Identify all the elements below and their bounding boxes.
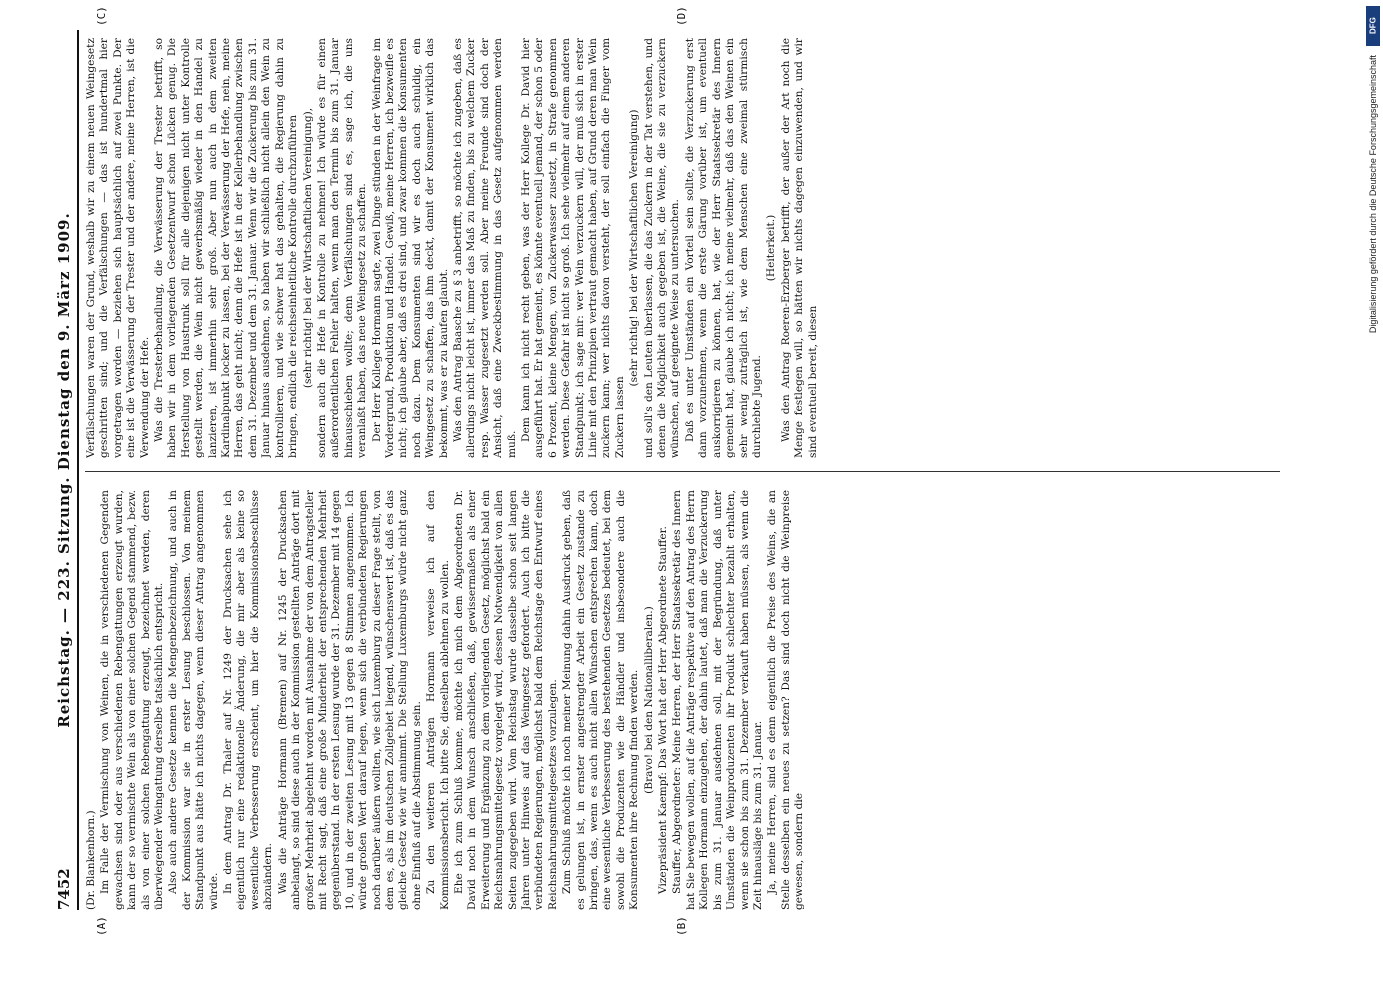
paragraph: In dem Antrag Dr. Thaler auf Nr. 1249 der Drucksachen sehe ich eigentlich nur eine redaktionelle Änderung, die mir aber als keine so wesentliche Verbesserung erscheint, um hier die Kommissionsbeschlüsse abzuändern. [222,490,275,910]
paragraph: Im Falle der Vermischung von Weinen, die in verschiedenen Gegenden gewachsen sind oder aus verschiedenen Rebengattungen erzeugt wurden, kann der so vermischte Wein als von einer solchen Gegend stammend, bezw. als von einer solchen Rebengattung erzeugt, bezeichnet werden, deren überwiegender Weingattung derselbe tatsächlich entspricht. [99,490,166,910]
paragraph: und soll's den Leuten überlassen, die das Zuckern in der Tat verstehen, und denen die Möglichkeit auch gegeben ist, die Weine, die sie zu verzuckern wünschen, auf geeignete Weise zu untersuchen. [642,38,682,458]
paragraph: (Dr. Blankenhorn.) [85,810,97,910]
paragraph: Was den Antrag Roeren-Erzberger betrifft, der außer der Art noch die Menge festlegen will, so hätten wir nichts dagegen einzuwenden, und wir sind eventuell bereit, diesen [779,38,819,458]
paragraph: (sehr richtig! bei der Wirtschaftlichen Vereinigung), [301,107,314,389]
margin-letter-c: (C) [95,6,108,26]
margin-letter-d: (D) [675,6,688,26]
margin-letter-b: (B) [675,916,688,936]
left-column [85,490,1285,910]
paragraph: Was die Anträge Hormann (Bremen) auf Nr. 1245 der Drucksachen anbelangt, so sind diese auch in der Kommission gestellten Anträge dort mit großer Mehrheit abgelehnt worden mit Ausnahme der von dem Antragsteller mit Recht sagt, daß eine große Minderheit der entsprechenden Mehrheit gegenüberstand. In der ersten Lesung wurde der 31. Dezember mit 14 gegen 10, und in der zweiten Lesung mit 13 gegen 8 Stimmen angenommen. Ich würde großen Wert darauf legen, wenn sich die verbündeten Regierungen noch darüber äußern wollten, wie sich Luxemburg zu dieser Frage stellt, von dem es, als im deutschen Zollgebiet liegend, wünschenswert ist, daß es das gleiche Gesetz wie wir annimmt. Die Stellung Luxemburgs würde nicht ganz ohne Einfluß auf die Abstimmung sein. [276,490,423,910]
digitization-credit: Digitalisierung gefördert durch die Deutsche Forschungsgemeinschaft [1368,55,1378,334]
paragraph: (sehr richtig! bei der Wirtschaftlichen Vereinigung) [628,109,641,387]
margin-letter-a: (A) [95,916,108,936]
page-number: 7452 [55,868,73,910]
paragraph: Vizepräsident Kaempf: Das Wort hat der Herr Abgeordnete Stauffer. [657,526,670,894]
dfg-logo: DFG [1366,6,1380,46]
paragraph: Stauffer, Abgeordneter: Meine Herren, der Herr Staatssekretär des Innern hat Sie bewegen wollen, auf die Anträge respektive auf den Antrag des Herrn Kollegen Hormann einzugehen, der dahin lautet, daß man die Verzuckerung bis zum 31. Januar ausdehnen soll, mit der Begründung, daß unter Umständen die Weinproduzenten ihr Produkt schlechter bezahlt erhalten, wenn sie schon bis zum 31. Dezember verkauft haben müssen, als wenn die Zeit hinausläge bis zum 31. Januar. [671,490,764,910]
paragraph: (Heiterkeit.) [765,214,778,282]
paragraph: Was die Tresterbehandlung, die Verwässerung der Trester betrifft, so haben wir in dem vorliegenden Gesetzentwurf schon Lücken genug. Die Herstellung von Haustrunk soll für alle diejenigen nicht unter Kontrolle gestellt werden, die Wein nicht gewerbsmäßig wieder in den Handel zu lanzieren, ist immerhin sehr groß. Aber nun auch in dem zweiten Kardinalpunkt locker zu lassen, bei der Verwässerung der Hefe, nein, meine Herren, das geht nicht; denn die Hefe ist in der Kellerbehandlung zwischen dem 31. Dezember und dem 31. Januar. Wenn wir die Zuckerung bis zum 31. Januar hinaus ausdehnen, so haben wir schließlich nicht allein den Wein zu kontrollieren, und wie schwer hat das gehalten, die Regierung dahin zu bringen, endlich die reichseinheitliche Kontrolle durchzuführen [153,38,300,458]
paragraph: Ja, meine Herren, sind es denn eigentlich die Preise des Weins, die an Stelle desselben ein neues zu setzen? Das sind doch nicht die Weinpreise gewesen, sondern die [766,490,806,910]
paragraph: Verfälschungen waren der Grund, weshalb wir zu einem neuen Weingesetz geschritten sind; und die Verfälschungen — das ist hundertmal hier vorgetragen worden — beziehen sich hauptsächlich auf zwei Punkte. Der eine ist die Verwässerung der Trester und der andere, meine Herren, ist die Verwendung der Hefe. [85,38,151,458]
page-header [55,30,79,910]
paragraph: Ehe ich zum Schluß komme, möchte ich mich dem Abgeordneten Dr. David noch in dem Wunsch anschließen, daß, gewissermaßen als einer Erweiterung und Ergänzung zu dem vorliegenden Gesetz, möglichst bald ein Reichsnahrungsmittelgesetz vorgelegt wird, dessen Notwendigkeit von allen Seiten zugegeben wird. Vom Reichstag wurde dasselbe schon seit langen Jahren unter Hinweis auf das Weingesetz gefordert. Auch ich bitte die verbündeten Regierungen, möglichst bald dem Reichstage den Entwurf eines Reichsnahrungsmittelgesetzes vorzulegen. [452,490,559,910]
paragraph: Was den Antrag Baasche zu § 3 anbetrifft, so möchte ich zugeben, daß es allerdings nicht leicht ist, immer das Maß zu finden, bis zu welchem Zucker resp. Wasser zugesetzt werden soll. Aber meine Freunde sind doch der Ansicht, daß eine Zweckbestimmung in das Gesetz aufgenommen werden muß. [451,38,518,458]
paragraph: Dem kann ich nicht recht geben, was der Herr Kollege Dr. David hier ausgeführt hat. Er hat gemeint, es könnte eventuell jemand, der schon 5 oder 6 Prozent, kleine Mengen, von Zuckerwasser zusetzt, in Strafe genommen werden. Diese Gefahr ist nicht so groß. Ich sehe vielmehr auf einem anderen Standpunkt; ich sage mir: wer Wein verzuckern will, der muß sich in erster Linie mit den Prinzipien vertraut gemacht haben, auf Grund deren man Wein zuckern kann; wer nichts davon versteht, der soll einfach die Finger vom Zuckern lassen [520,38,626,458]
column-divider [85,471,1280,472]
paragraph: Zu den weiteren Anträgen Hormann verweise ich auf den Kommissionsbericht. Ich bitte Sie, dieselben ablehnen zu wollen. [425,490,451,910]
paragraph: Zum Schluß möchte ich noch meiner Meinung dahin Ausdruck geben, daß es gelungen ist, in ernster angestrengter Arbeit ein Gesetz zustande zu bringen, das, wenn es auch nicht allen Wünschen entsprechen kann, doch eine wesentliche Verbesserung des bestehenden Gesetzes bedeutet, bei dem sowohl die Produzenten wie die Händler und insbesondere auch die Konsumenten ihre Rechnung finden werden. [561,490,641,910]
paragraph: (Bravo! bei den Nationalliberalen.) [642,606,655,794]
page-title: Reichstag. — 223. Sitzung. Dienstag den 9. März 1909. [55,212,73,728]
paragraph: Daß es unter Umständen ein Vorteil sein sollte, die Verzuckerung erst dann vorzunehmen, wenn die erste Gärung vorüber ist, um eventuell auskorrigieren zu können, hat, wie der Herr Staatssekretär des Innern gemeint hat, glaube ich nicht; ich meine vielmehr, daß das den Weinen ein sehr wenig zuträglich ist, wie dem Menschen eine zweimal stürmisch durchlebte Jugend. [683,38,763,458]
paragraph: Also auch andere Gesetze kennen die Mengenbezeichnung, und auch in der Kommission war sie in erster Lesung beschlossen. Von meinem Standpunkt aus hätte ich nichts dagegen, wenn dieser Antrag angenommen würde. [167,490,220,910]
right-column [85,38,1285,458]
paragraph: sondern auch die Hefe in Kontrolle zu nehmen! Ich würde es für einen außerordentlichen Fehler halten, wenn man den Termin bis zum 31. Januar hinausschieben wollte; denn Verfälschungen sind es, sage ich, die uns veranlaßt haben, das neue Weingesetz zu schaffen. [315,38,369,458]
paragraph: Der Herr Kollege Hormann sagte, zwei Dinge stünden in der Weinfrage im Vordergrund, Produktion und Handel. Gewiß, meine Herren, ich bezweifle es nicht; ich glaube aber, daß es drei sind, und zwar kommen die Konsumenten noch dazu. Dem Konsumenten sind wir es doch auch schuldig, ein Weingesetz zu schaffen, das ihm deckt, damit der Konsument wirklich das bekommt, was er zu kaufen glaubt. [370,38,450,458]
